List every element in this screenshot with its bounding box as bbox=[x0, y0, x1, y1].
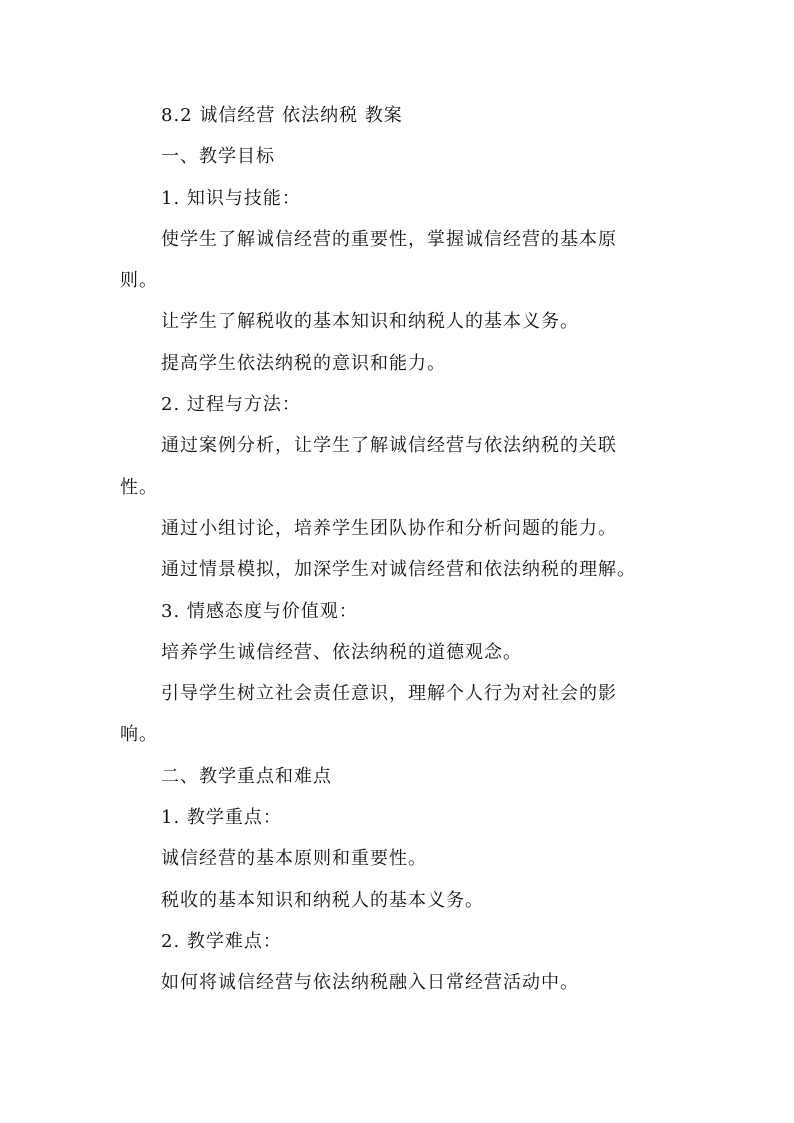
paragraph-line: 税收的基本知识和纳税人的基本义务。 bbox=[161, 889, 484, 911]
paragraph-line: 如何将诚信经营与依法纳税融入日常经营活动中。 bbox=[161, 972, 579, 994]
section-heading-objectives: 一、教学目标 bbox=[161, 146, 275, 168]
paragraph-line: 引导学生树立社会责任意识，理解个人行为对社会的影 bbox=[161, 683, 617, 705]
paragraph-line: 培养学生诚信经营、依法纳税的道德观念。 bbox=[161, 641, 522, 663]
paragraph-line: 通过小组讨论，培养学生团队协作和分析问题的能力。 bbox=[161, 517, 617, 539]
document-title: 8.2 诚信经营 依法纳税 教案 bbox=[161, 105, 403, 126]
paragraph-line: 响。 bbox=[120, 724, 158, 746]
paragraph-line: 则。 bbox=[120, 270, 158, 292]
paragraph-line: 诚信经营的基本原则和重要性。 bbox=[161, 848, 427, 870]
section-heading-key-points: 二、教学重点和难点 bbox=[161, 765, 332, 787]
subheading-process-methods: 2. 过程与方法： bbox=[161, 394, 301, 416]
document-body bbox=[120, 95, 680, 1004]
paragraph-line: 使学生了解诚信经营的重要性，掌握诚信经营的基本原 bbox=[161, 228, 617, 250]
subheading-key-points: 1. 教学重点： bbox=[161, 807, 282, 829]
paragraph-line: 提高学生依法纳税的意识和能力。 bbox=[161, 352, 446, 374]
paragraph-line: 通过情景模拟，加深学生对诚信经营和依法纳税的理解。 bbox=[161, 559, 636, 581]
paragraph-line: 让学生了解税收的基本知识和纳税人的基本义务。 bbox=[161, 311, 579, 333]
paragraph-line: 性。 bbox=[120, 476, 158, 498]
subheading-knowledge-skills: 1. 知识与技能： bbox=[161, 187, 301, 209]
paragraph-line: 通过案例分析，让学生了解诚信经营与依法纳税的关联 bbox=[161, 435, 617, 457]
subheading-difficulties: 2. 教学难点： bbox=[161, 930, 282, 952]
subheading-attitudes-values: 3. 情感态度与价值观： bbox=[161, 600, 358, 622]
